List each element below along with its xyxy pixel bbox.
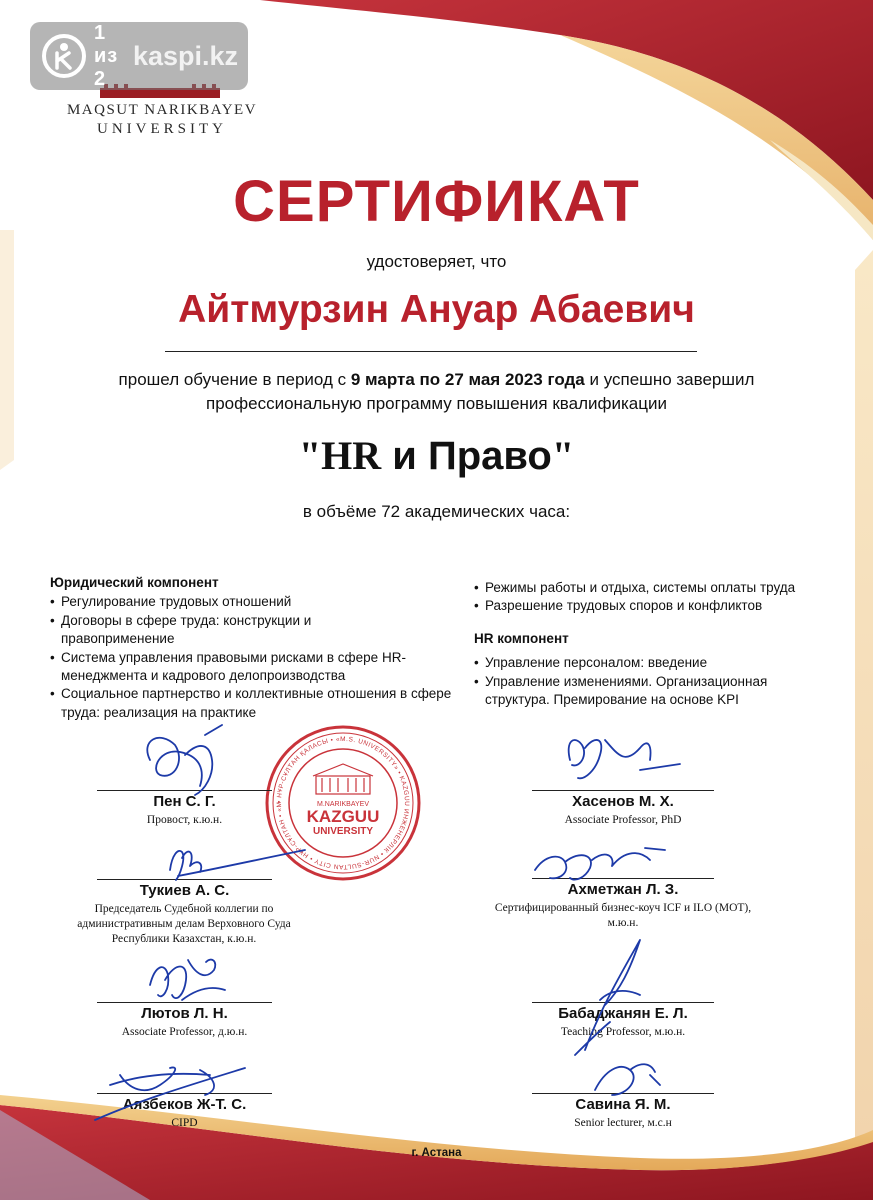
hours-text: в объёме 72 академических часа:	[302, 502, 571, 521]
program-quote-open: "	[298, 433, 322, 478]
period-dates: 9 марта по 27 мая 2023 года	[350, 370, 585, 389]
signature-ayazbekov	[95, 1067, 245, 1120]
signatory-position: CIPD	[171, 1117, 198, 1129]
legal-item: • Регулирование трудовых отношений	[50, 593, 470, 611]
city-label: г. Астана	[411, 1147, 462, 1159]
legal-item: • Договоры в сфере труда: конструкции и правоприменение	[50, 612, 361, 649]
signatory-name: Савина Я. М.	[575, 1096, 671, 1113]
university-line2: UNIVERSITY	[97, 121, 227, 137]
signatory-position: Провост, к.ю.н.	[146, 814, 223, 826]
signature-tukiev	[170, 850, 305, 880]
signatory-position: Сертифицированный бизнес-коуч ICF и ILO (МОТ), м.ю.н.	[494, 902, 752, 929]
program-latin: HR	[321, 433, 382, 478]
legal-item: • Система управления правовыми рисками в сфере HR-менеджмента и кадрового делопроизводства	[50, 649, 466, 686]
signatory-position: Teaching Professor, м.ю.н.	[560, 1026, 686, 1038]
signatory-position: Associate Professor, д.ю.н.	[121, 1026, 248, 1038]
stamp-top-label: M.NARIKBAYEV	[317, 801, 369, 808]
signatory-name: Бабаджанян Е. Л.	[558, 1005, 688, 1022]
signatory-name: Тукиев А. С.	[139, 882, 230, 899]
program-quote-close: "	[551, 433, 575, 478]
period-before: прошел обучение в период с	[118, 370, 351, 389]
signatory-name: Лютов Л. Н.	[141, 1005, 228, 1022]
hr-item: • Управление изменениями. Организационная структура. Премирование на основе KPI	[474, 673, 815, 710]
signatory-position: Associate Professor, PhD	[564, 814, 682, 826]
stamp-ring-text: • НҰР-СҰЛТАН ҚАЛАСЫ • «M.S. UNIVERSITY» • KAZGUU ИНЖЕНЕРЛІК • NUR-SULTAN CITY • НҰР-СҰЛТАН • «M.S. NARIKBAYEV UNIVERSITY» •	[261, 719, 411, 871]
legal-heading: Юридический компонент	[50, 575, 219, 590]
right-item: • Режимы работы и отдыха, системы оплаты труда	[474, 579, 854, 597]
university-line1: MAQSUT NARIKBAYEV	[66, 102, 258, 118]
signature-savina	[595, 1064, 660, 1095]
signatory-name: Аязбеков Ж-Т. С.	[122, 1096, 247, 1113]
legal-item: • Социальное партнерство и коллективные отношения в сфере труда: реализация на практике	[50, 685, 461, 722]
brand-label: kaspi.kz	[132, 40, 238, 71]
certificate-title: СЕРТИФИКАТ	[233, 169, 640, 234]
period-line2: профессиональную программу повышения квалификации	[206, 394, 667, 413]
signatory-name: Ахметжан Л. З.	[567, 881, 679, 898]
stamp-bottom-label: UNIVERSITY	[312, 826, 374, 837]
signatory-name: Пен С. Г.	[153, 793, 216, 810]
signatory-position: Председатель Судебной коллегии по административным делам Верховного Суда Республики Казахстан, к.ю.н.	[77, 903, 291, 945]
right-item: • Разрешение трудовых споров и конфликтов	[474, 597, 854, 615]
hr-item: • Управление персоналом: введение	[474, 654, 854, 672]
signatory-name: Хасенов М. Х.	[572, 793, 674, 810]
certifies-text: удостоверяет, что	[366, 252, 507, 271]
signature-khasenov	[569, 740, 680, 778]
page-counter: 1 из 2	[94, 21, 119, 90]
program-rest: и Право	[381, 434, 552, 478]
signature-lyutov	[150, 960, 225, 1000]
recipient-name: Айтмурзин Ануар Абаевич	[178, 288, 695, 331]
signature-babadzhanyan	[575, 940, 640, 1055]
signatory-position: Senior lecturer, м.с.н	[574, 1117, 672, 1129]
signature-akhmetzhan	[535, 848, 665, 880]
hr-heading: HR компонент	[474, 630, 569, 646]
stamp-main-label: KAZGUU	[306, 807, 380, 826]
signature-pen	[147, 725, 222, 795]
period-after: и успешно завершил	[584, 370, 755, 389]
